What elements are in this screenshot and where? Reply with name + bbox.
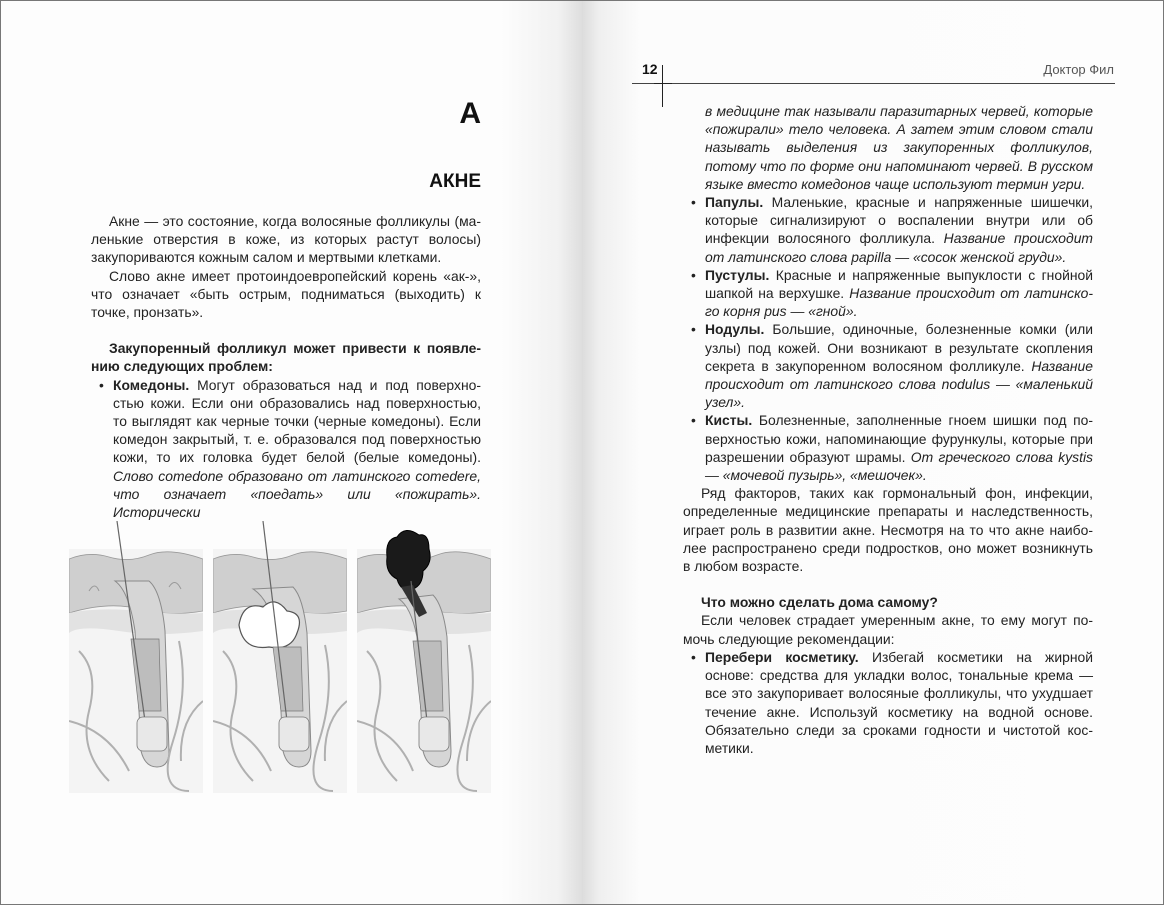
section-letter: А (459, 97, 481, 130)
comedones-continued: в медицине так называли паразитарных червей, которые «пожирали» тело человека. А затем этим словом стали называть выделения из закупоренных фолликулов, потому что по форме они напоминают червей. В русском языке вместо комедонов чаще используют термин угри. (705, 103, 1093, 192)
blackhead-comedone-icon (357, 521, 491, 793)
problems-list (91, 376, 481, 522)
illustration-panel-1 (69, 521, 203, 793)
list-item-comedones (91, 376, 481, 522)
list-item-pustules (683, 266, 1093, 321)
comedone-closed-icon (69, 521, 203, 793)
recommendations-list (683, 648, 1093, 757)
nodules-etymology: Название происходит от латинского слова nodulus — «маленький узел». (705, 357, 1093, 411)
header-rule (632, 83, 1115, 84)
term-papules: Папулы. (705, 194, 764, 211)
left-text-column (91, 212, 481, 521)
crop-mark-vertical (662, 65, 663, 107)
comedones-etymology: Слово comedone образовано от латинского comedere, что означает «поедать» или «пожирать». Исторически (113, 467, 481, 521)
problems-list-continued (683, 193, 1093, 484)
list-item-cysts (683, 411, 1093, 484)
term-comedones: Комедоны. (113, 376, 190, 393)
chapter-title: АКНЕ (429, 171, 481, 192)
factors-paragraph: Ряд факторов, таких как гормональный фон, инфекции, определенные медицинские препараты и наследственность, играет роль в развитии акне. Несмотря на то что акне наиболее распространено среди подростков, оно может возникнуть в любом возрасте. (683, 485, 1093, 575)
right-text-column (683, 102, 1093, 757)
term-nodules: Нодулы. (705, 321, 765, 338)
home-intro: Если человек страдает умеренным акне, то ему могут помочь следующие рекомендации: (683, 612, 1093, 647)
intro-paragraph-1: Акне — это состояние, когда волосяные фолликулы (маленькие отверстия в коже, из которых растут волосы) закупориваются кожным салом и мертвыми клетками. (91, 213, 481, 266)
term-cosmetics: Перебери косметику. (705, 648, 859, 665)
list-item-nodules (683, 320, 1093, 411)
running-head: Доктор Фил (1043, 62, 1114, 77)
left-page (1, 1, 582, 904)
illustration-panel-3 (357, 521, 491, 793)
pustules-text: Красные и напряженные выпуклости с гнойной шапкой на верхушке. (705, 266, 1093, 302)
papules-etymology: Название происходит от латинского слова papilla — «сосок женской груди». (705, 230, 1093, 265)
page-number: 12 (642, 61, 658, 77)
whitehead-comedone-icon (213, 521, 347, 793)
term-pustules: Пустулы. (705, 266, 770, 283)
term-cysts: Кисты. (705, 412, 753, 429)
intro-paragraph-2: Слово акне имеет протоиндоевропейский корень «ак-», что означает «быть острым, подниматься (выходить) к точке, пронзать». (91, 267, 481, 321)
cysts-etymology: От греческого слова kystis — «мочевой пузырь», «мешочек». (705, 448, 1093, 484)
illustration-panel-2 (213, 521, 347, 793)
comedones-text: Могут образоваться над и под поверхностью кожи. Если они образовались над поверхностью, то выглядят как черные точки (черные комедоны). Если комедон закрытый, т. е. образовался под поверхностью кожи, то их головка будет белой (белые комедоны). (113, 376, 481, 466)
pustules-etymology: Название происходит от латинского корня pus — «гной». (705, 285, 1093, 320)
cysts-text: Болезненные, заполненные гноем шишки под поверхностью кожи, напоминающие фурункулы, которые при разрешении образуют шрамы. (705, 412, 1093, 465)
nodules-text: Большие, одиночные, болезненные комки (или узлы) под кожей. Они возникают в результате скопления секрета в закупоренном волосяном фолликуле. (705, 321, 1093, 374)
cosmetics-text: Избегай косметики на жирной основе: средства для укладки волос, тональные крема — все это закупоривает волосяные фолликулы, что ухудшает течение акне. Используй косметику на водной основе. Обязательно следи за сроками годности и чистотой косметики. (705, 648, 1093, 756)
home-heading: Что можно сделать дома самому? (701, 594, 938, 611)
papules-text: Маленькие, красные и напряженные шишечки, которые сигнализируют о воспалении внутри или об инфекции волосяного фолликула. (705, 194, 1093, 247)
list-item-cosmetics (683, 648, 1093, 757)
problems-heading: Закупоренный фолликул может привести к появлению следующих проблем: (91, 340, 481, 375)
list-item-papules (683, 193, 1093, 266)
crop-mark-horizontal (654, 83, 672, 84)
